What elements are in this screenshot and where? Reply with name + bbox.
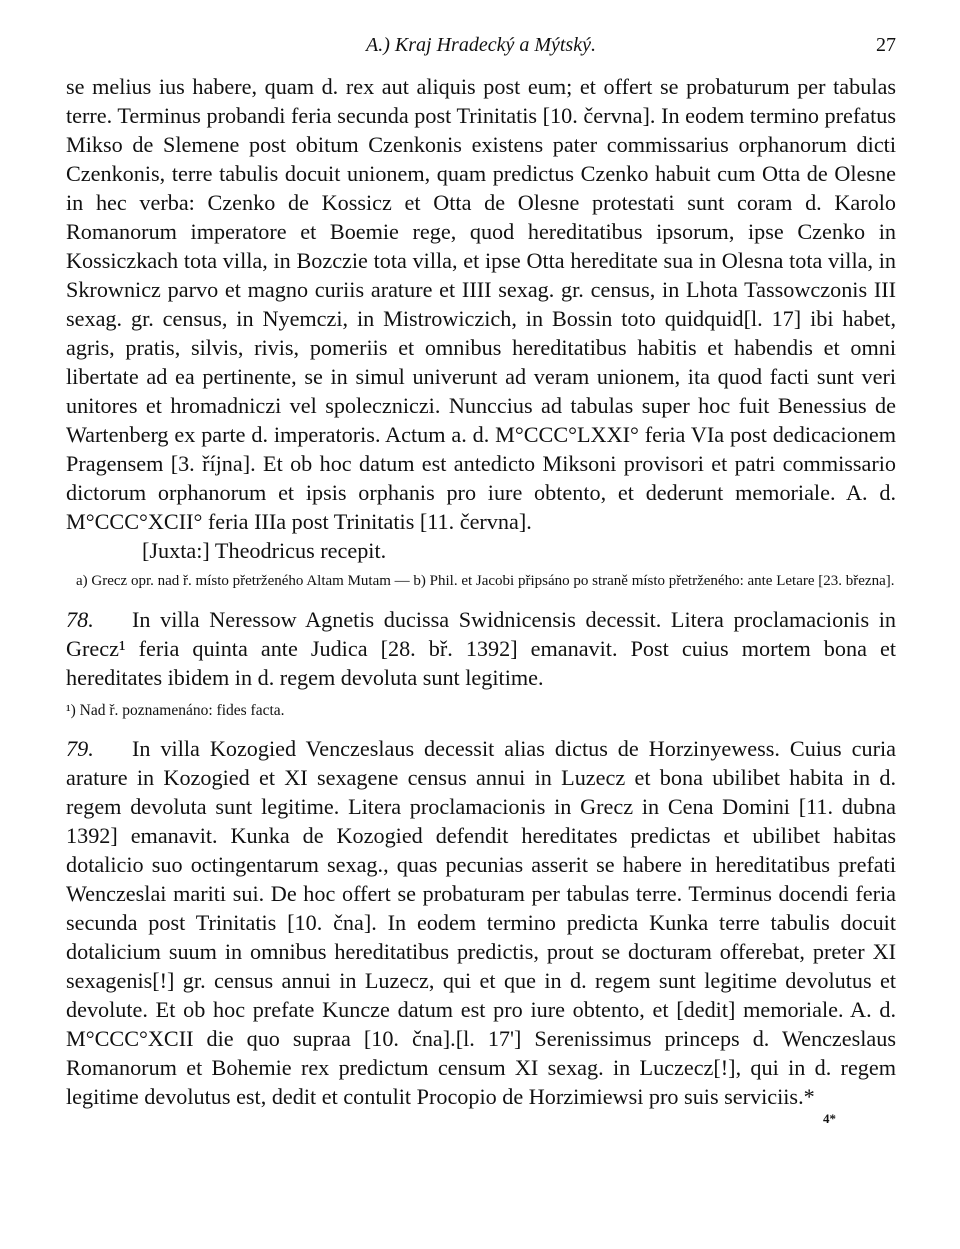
entry-number: 78. bbox=[66, 607, 94, 632]
page-number: 27 bbox=[876, 34, 896, 56]
footnote-78: ¹) Nad ř. poznamenáno: fides facta. bbox=[66, 702, 285, 719]
book-page bbox=[66, 34, 896, 1127]
entry-79 bbox=[66, 734, 896, 1111]
entry-text: In villa Kozogied Venczeslaus decessit alias dictus de Horzinyewess. Cuius curia arature in Kozogied et XI sexagene census annui in Luzecz et bona ubilibet habita in d. regem devoluta sunt legitime. Litera proclamacionis in Grecz in Cena Domini [11. dubna 1392] emanavit. Kunka de Kozogied defendit hereditates predictas et ubilibet habitas dotalicio suo octingentarum sexag., quas pecunias asserit se habere in hereditatibus prefati Wenczeslai mariti sui. De hoc offert se probaturam per tabulas terre. Terminus docendi feria secunda post Trinitatis [10. čna]. In eodem termino predicta Kunka terre tabulis docuit dotalicium suum in omnibus hereditatibus predictis, prout se docturam offerebat, preter XI sexagenis[!] gr. census annui in Luzecz, qui et que in d. regem sunt legitime devolutus et devolute. Et ob hoc prefate Kuncze datum est pro iure obtento, et [dedit] memoriale. A. d. M°CCC°XCII die quo suprаa [10. čna].[l. 17'] Serenissimus princeps d. Wenczeslaus Romanorum et Bohemie rex predictum censum XI sexag. in Luczecz[!], qui in d. regem legitime devolutus est, dedit et contulit Procopio de Horzimiewsi pro suis serviciis.* bbox=[66, 736, 896, 1109]
running-header bbox=[66, 34, 896, 64]
entry-number: 79. bbox=[66, 736, 94, 761]
entry-text: In villa Neressow Agnetis ducissa Swidnicensis decessit. Litera proclamacionis in Grecz¹ feria quinta ante Judica [28. bř. 1392] emanavit. Post cuius mortem bona et hereditates ibidem in d. regem devoluta sunt legitime. bbox=[66, 607, 896, 690]
variant-note: a) Grecz opr. nad ř. místo přetrženého Altam Mutam — b) Phil. et Jacobi připsáno po straně místo přetrženého: ante Letare [23. března]. bbox=[76, 573, 895, 589]
signature-mark: 4* bbox=[823, 1111, 836, 1126]
main-paragraph-text: se melius ius habere, quam d. rex aut aliquis post eum; et offert se probaturum per tabulas terre. Terminus probandi feria secunda post Trinitatis [10. června]. In eodem termino prefatus Mikso de Slemene post obitum Czenkonis existens pater commissarius orphanorum dicti Czenkonis, terre tabulis docuit unionem, quam predictus Czenko habuit cum Otta de Olesne in hec verba: Czenko de Kossicz et Otta de Olesne protestati sunt coram d. Karolo Romanorum imperatore et Boemie rege, quod hereditatibus ipsorum, ipse Czenko in Kossiczkach tota villa, in Bozczie tota villa, et ipse Otta hereditate sua in Olesna tota villa, in Skrownicz parvo et magno curiis arature et IIII sexag. gr. census, in Lhota Tassowczonis III sexag. gr. census, in Nyemczi, in Mistrowiczich, in Bossin toto quidquid[l. 17] ibi habet, agris, pratis, silvis, rivis, pomeriis et omnibus hereditatibus habitis et habendis et omni libertate ad ea pertinente, se in simul univerunt ad veram unionem, ita quod facti sunt veri unitores et hromadniczi vel spoleczniczi. Nunccius ad tabulas super hoc fuit Benessius de Wartenberg ex parte d. imperatoris. Actum a. d. M°CCC°LXXI° feria VIa post dedicacionem Pragensem [3. října]. Et ob hoc datum est antedicto Miksoni provisori et patri commissario dictorum orphanorum et ipsis orphanis pro iure obtento, et dederunt memoriale. A. d. M°CCC°XCII° feria IIIa post Trinitatis [11. června]. bbox=[66, 74, 896, 534]
recepit-line: [Juxta:] Theodricus recepit. bbox=[142, 538, 387, 563]
entry-78 bbox=[66, 605, 896, 692]
running-title: A.) Kraj Hradecký a Mýtský. bbox=[366, 34, 596, 56]
main-paragraph bbox=[66, 72, 896, 536]
